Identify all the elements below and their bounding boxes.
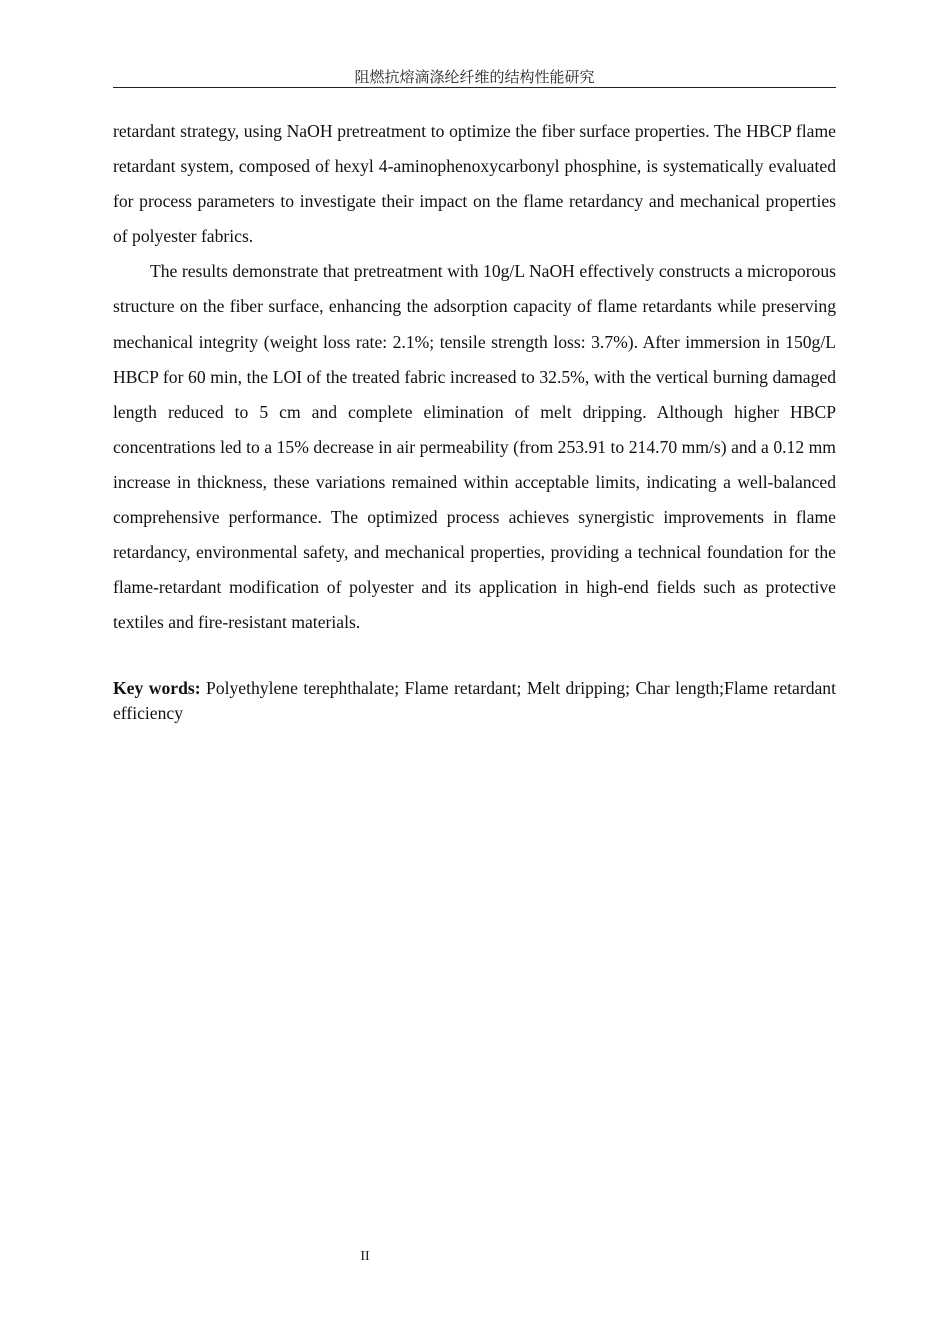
abstract-paragraph-results: The results demonstrate that pretreatment with 10g/L NaOH effectively constructs a microporous structure on the fiber surface, enhancing the adsorption capacity of flame retardants while preserving mechanical integrity (weight loss rate: 2.1%; tensile strength loss: 3.7%). After immersion in 150g/L HBCP for 60 min, the LOI of the treated fabric increased to 32.5%, with the vertical burning damaged length reduced to 5 cm and complete elimination of melt dripping. Although higher HBCP concentrations led to a 15% decrease in air permeability (from 253.91 to 214.70 mm/s) and a 0.12 mm increase in thickness, these variations remained within acceptable limits, indicating a well-balanced comprehensive performance. The optimized process achieves synergistic improvements in flame retardancy, environmental safety, and mechanical properties, providing a technical foundation for the flame-retardant modification of polyester and its application in high-end fields such as protective textiles and fire-resistant materials. — [113, 261, 836, 633]
running-header — [113, 66, 836, 88]
running-header-title: 阻燃抗熔滴涤纶纤维的结构性能研究 — [354, 68, 595, 86]
keywords-block — [113, 676, 836, 726]
keywords-label: Key words: — [113, 678, 201, 698]
page-number: II — [360, 1249, 370, 1264]
abstract-paragraph-continued: retardant strategy, using NaOH pretreatment to optimize the fiber surface properties. The HBCP flame retardant system, composed of hexyl 4-aminophenoxycarbonyl phosphine, is systematically evaluated for process parameters to investigate their impact on the flame retardancy and mechanical properties of polyester fabrics. — [113, 121, 836, 247]
keywords-text: Polyethylene terephthalate; Flame retardant; Melt dripping; Char length;Flame retardant efficiency — [113, 678, 836, 723]
abstract-body — [113, 114, 836, 640]
